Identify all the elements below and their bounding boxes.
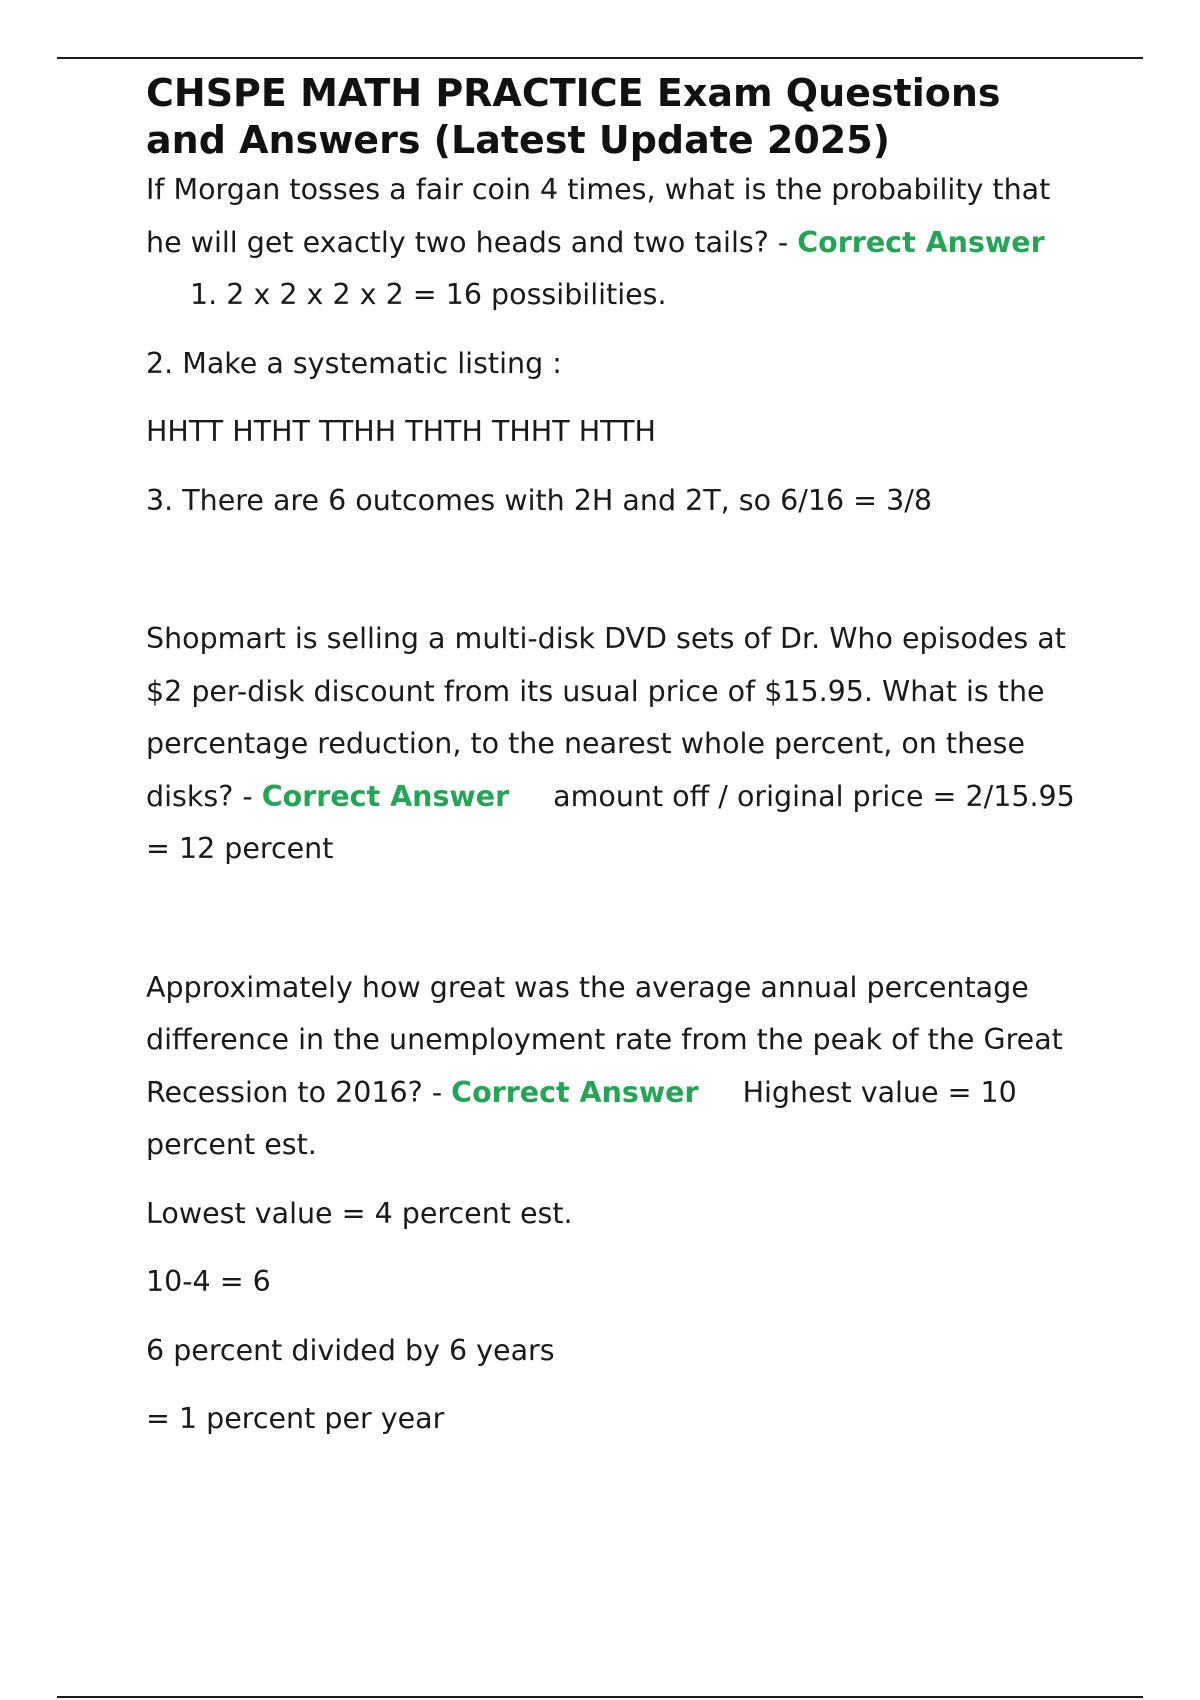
question-1-text	[146, 164, 1086, 322]
question-3-answer: Highest value = 10 percent est.	[146, 1075, 1017, 1161]
question-2-prompt: Shopmart is selling a multi-disk DVD sets of Dr. Who episodes at $2 per-disk discount from its usual price of $15.95. What is the percentage reduction, to the nearest whole percent, on these disks? -	[146, 622, 1066, 813]
question-3-answer-line: 10-4 = 6	[146, 1265, 271, 1298]
correct-answer-label: Correct Answer	[797, 225, 1045, 259]
question-3-prompt: Approximately how great was the average annual percentage difference in the unemployment rate from the peak of the Great Recession to 2016? -	[146, 970, 1063, 1109]
question-1-answer-line: 3. There are 6 outcomes with 2H and 2T, so 6/16 = 3/8	[146, 483, 932, 517]
question-2-text	[146, 613, 1086, 876]
question-3	[146, 962, 1086, 1446]
question-3-answer-line: = 1 percent per year	[146, 1402, 445, 1435]
correct-answer-label: Correct Answer	[261, 779, 510, 813]
document-title: CHSPE MATH PRACTICE Exam Questions and Answers (Latest Update 2025)	[146, 71, 1001, 162]
top-rule	[57, 57, 1143, 59]
question-3-answer-line: 6 percent divided by 6 years	[146, 1333, 555, 1367]
question-2	[146, 613, 1086, 876]
question-3-text	[146, 962, 1086, 1172]
question-1-answer-line: HHTT HTHT TTHH THTH THHT HTTH	[146, 415, 656, 448]
correct-answer-label: Correct Answer	[451, 1075, 699, 1109]
bottom-rule	[57, 1696, 1143, 1698]
question-3-answer-line: Lowest value = 4 percent est.	[146, 1196, 573, 1230]
document-body	[146, 70, 1086, 1446]
question-1-answer-line: 2. Make a systematic listing :	[146, 346, 562, 380]
question-1	[146, 164, 1086, 527]
question-2-answer: amount off / original price = 2/15.95 = 12 percent	[146, 779, 1075, 865]
question-1-prompt: If Morgan tosses a fair coin 4 times, what is the probability that he will get exactly two heads and two tails? -	[146, 173, 1051, 259]
question-1-answer: 1. 2 x 2 x 2 x 2 = 16 possibilities.	[190, 278, 667, 311]
